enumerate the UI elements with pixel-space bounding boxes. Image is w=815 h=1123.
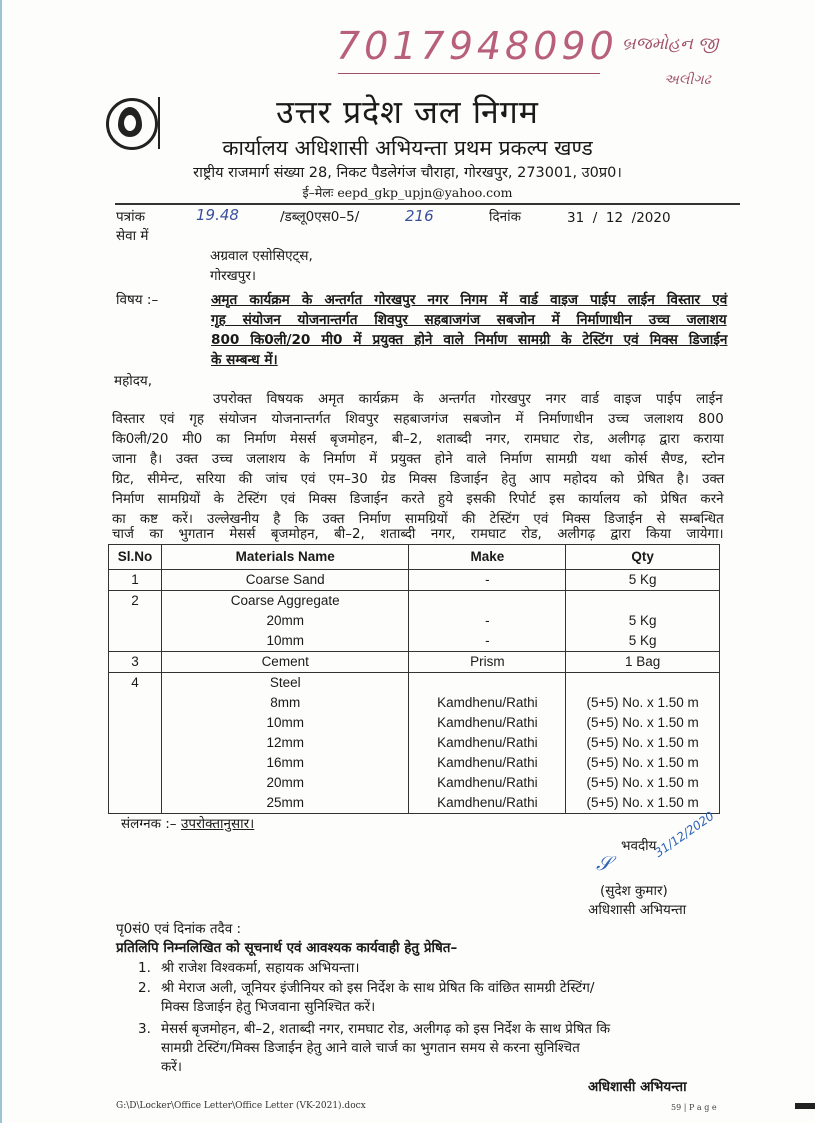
material-make: Kamdhenu/Rathi <box>437 735 538 750</box>
subject-line: के सम्बन्ध में। <box>211 352 278 368</box>
material-name: Coarse Aggregate <box>230 593 340 608</box>
material-qty: 5 Kg <box>628 572 657 587</box>
material-name: 20mm <box>266 775 304 790</box>
seva-mein: सेवा में <box>116 228 149 244</box>
material-qty: (5+5) No. x 1.50 m <box>586 755 699 770</box>
subject-line: अमृत कार्यक्रम के अन्तर्गत गोरखपुर नगर निगम में वार्ड वाइज पाईप लाईन विस्तार एवं <box>211 292 728 308</box>
handwritten-phone: 7017948090 <box>336 24 618 68</box>
subject-line: गृह संयोजन योजनान्तर्गत शिवपुर सहबाजगंज सबजोन में निर्माणाधीन उच्च जलाशय <box>211 312 727 328</box>
copy-designation: अधिशासी अभियन्ता <box>588 1079 687 1095</box>
copy-ref-line: पृ0सं0 एवं दिनांक तदैव : <box>116 921 242 937</box>
cell-make <box>409 570 566 591</box>
signatory-designation: अधिशासी अभियन्ता <box>588 902 687 918</box>
material-name: Cement <box>261 654 309 669</box>
material-name: 20mm <box>266 613 304 628</box>
cell-material <box>161 673 409 814</box>
handwritten-underline <box>338 73 600 74</box>
cell-make <box>409 591 566 652</box>
copy-item-num: 1. <box>138 960 151 976</box>
cell-qty <box>566 570 720 591</box>
recipient-name: अग्रवाल एसोसिएट्स, <box>210 248 313 264</box>
material-make: Kamdhenu/Rathi <box>437 775 538 790</box>
subject-label: विषय :– <box>116 292 159 308</box>
file-path: G:\D\Locker\Office Letter\Office Letter (VK-2021).docx <box>116 1101 366 1111</box>
material-qty <box>566 591 719 611</box>
copy-item-num: 3. <box>138 1021 151 1037</box>
office-email: ई–मेलः eepd_gkp_upjn@yahoo.com <box>302 185 513 200</box>
ref-number: 19.48 <box>196 206 239 224</box>
material-make: - <box>485 633 490 648</box>
ref-label: पत्रांक <box>116 209 145 225</box>
material-make: Kamdhenu/Rathi <box>437 755 538 770</box>
cell-qty <box>566 652 720 673</box>
cell-make <box>409 673 566 814</box>
material-name: Steel <box>269 675 301 690</box>
date-label: दिनांक <box>489 209 522 225</box>
slno-text: 2 <box>131 593 139 608</box>
material-make: Kamdhenu/Rathi <box>437 795 538 810</box>
cell-slno <box>109 591 162 652</box>
office-address: राष्ट्रीय राजमार्ग संख्या 28, निकट पैडलेगंज चौराहा, गोरखपुर, 273001, उ0प्र0। <box>193 165 622 181</box>
handwritten-city: અલીગઢ <box>664 72 711 88</box>
material-name: 12mm <box>266 735 304 750</box>
copy-heading: प्रतिलिपि निम्नलिखित को सूचनार्थ एवं आवश्यक कार्यवाही हेतु प्रेषित– <box>116 940 458 956</box>
body-line: कि0ली/20 मी0 का निर्माण मेसर्स बृजमोहन, बी–2, शताब्दी नगर, रामघाट रोड, अलीगढ़ द्वारा कराया <box>112 432 724 447</box>
material-qty: (5+5) No. x 1.50 m <box>586 775 699 790</box>
table-row <box>109 673 720 814</box>
material-qty: 5 Kg <box>628 613 657 628</box>
enclosure-label: संलग्नक :– <box>121 816 177 832</box>
enclosure-value: उपरोक्तानुसार। <box>181 816 255 832</box>
col-header-qty: Qty <box>566 545 720 570</box>
material-make <box>409 591 565 611</box>
material-make: - <box>485 572 490 587</box>
material-make: Prism <box>470 654 505 669</box>
col-header-slno: Sl.No <box>109 545 162 570</box>
ref-code: /डब्लू0एस0–5/ <box>280 209 360 225</box>
greeting: महोदय, <box>114 373 153 389</box>
cell-slno <box>109 652 162 673</box>
body-line: निर्माण सामग्रियों के टेस्टिंग एवं मिक्स डिजाईन करते हुये इसकी रिपोर्ट इस कार्यालय को प्रेषित करने <box>112 492 724 507</box>
material-qty: (5+5) No. x 1.50 m <box>586 695 699 710</box>
materials-table <box>108 544 720 814</box>
signatory-name: (सुदेश कुमार) <box>600 883 668 899</box>
body-line: का कष्ट करें। उल्लेखनीय है कि उक्त निर्माण सामग्रियों की टेस्टिंग एवं मिक्स डिजाईन से सम्बन्धित <box>112 512 724 527</box>
page-number: 59 | P a g e <box>671 1103 717 1112</box>
cell-material <box>161 652 409 673</box>
table-row <box>109 652 720 673</box>
material-name: 10mm <box>266 715 304 730</box>
letter-date: 31 / 12 /2020 <box>567 210 671 226</box>
material-make: - <box>485 613 490 628</box>
cell-slno <box>109 570 162 591</box>
scan-corner-mark <box>795 1103 815 1109</box>
organization-name: उत्तर प्रदेश जल निगम <box>276 93 539 131</box>
cell-make <box>409 652 566 673</box>
recipient-city: गोरखपुर। <box>210 268 256 284</box>
cell-material <box>161 591 409 652</box>
ref-suffix: 216 <box>405 207 434 225</box>
col-header-make: Make <box>409 545 566 570</box>
closing: भवदीय <box>621 838 657 854</box>
material-qty: 5 Kg <box>628 633 657 648</box>
material-qty <box>566 673 719 693</box>
body-line: चार्ज का भुगतान मेसर्स बृजमोहन, बी–2, शताब्दी नगर, रामघाट रोड, अलीगढ़ द्वारा किया जायेगा। <box>112 527 724 542</box>
material-qty: (5+5) No. x 1.50 m <box>586 735 699 750</box>
slno-text: 3 <box>131 654 139 669</box>
office-name: कार्यालय अधिशासी अभियन्ता प्रथम प्रकल्प खण्ड <box>222 136 593 160</box>
material-qty: 1 Bag <box>625 654 661 669</box>
body-line: जाना है। उक्त उच्च जलाशय के निर्माण में प्रयुक्त होने वाले निर्माण सामग्री यथा कोर्स सैण्ड, स्टोन <box>112 452 725 467</box>
cell-slno <box>109 673 162 814</box>
material-make <box>409 673 565 693</box>
material-name: 10mm <box>266 633 304 648</box>
material-make: Kamdhenu/Rathi <box>437 695 538 710</box>
cell-qty <box>566 591 720 652</box>
table-row <box>109 570 720 591</box>
signature-date: 31/12/2020 <box>651 808 717 860</box>
body-line: ग्रिट, सीमेन्ट, सरिया की जांच एवं एम–30 ग्रेड मिक्स डिजाईन हेतु आप महोदय को प्रेषित है। उक्त <box>112 472 725 487</box>
copy-item-text: मिक्स डिजाईन हेतु भिजवाना सुनिश्चित करें। <box>161 999 376 1015</box>
handwritten-name: બ્રજમોહન જી <box>622 34 719 54</box>
material-name: 25mm <box>266 795 304 810</box>
signature-scribble: 𝒮 <box>596 851 612 875</box>
subject-line: 800 कि0ली/20 मी0 में प्रयुक्त होने वाले निर्माण सामग्री के टेस्टिंग एवं मिक्स डिजाईन <box>211 332 728 348</box>
table-row <box>109 591 720 652</box>
material-qty: (5+5) No. x 1.50 m <box>586 795 699 810</box>
material-name: 16mm <box>266 755 304 770</box>
copy-item-text: करें। <box>161 1059 183 1075</box>
material-name: 8mm <box>270 695 301 710</box>
copy-item-text: श्री राजेश विश्वकर्मा, सहायक अभियन्ता। <box>161 960 360 976</box>
copy-item-num: 2. <box>138 980 151 996</box>
cell-material <box>161 570 409 591</box>
cell-qty <box>566 673 720 814</box>
table-header-row <box>109 545 720 570</box>
copy-item-text: मेसर्स बृजमोहन, बी–2, शताब्दी नगर, रामघाट रोड, अलीगढ़ को इस निर्देश के साथ प्रेषित कि <box>161 1021 611 1037</box>
material-make: Kamdhenu/Rathi <box>437 715 538 730</box>
copy-item-text: श्री मेराज अली, जूनियर इंजीनियर को इस निर्देश के साथ प्रेषित कि वांछित सामग्री टेस्टिंग/ <box>161 980 595 996</box>
body-line: विस्तार एवं गृह संयोजन योजनान्तर्गत शिवपुर सहबाजगंज सबजोन में निर्माणाधीन उच्च जलाशय 800 <box>112 412 724 427</box>
body-line: उपरोक्त विषयक अमृत कार्यक्रम के अन्तर्गत गोरखपुर नगर वार्ड वाइज पाईप लाईन <box>213 392 723 407</box>
material-qty: (5+5) No. x 1.50 m <box>586 715 699 730</box>
header-rule <box>115 203 740 205</box>
slno-text: 4 <box>131 675 139 690</box>
material-name: Coarse Sand <box>245 572 325 587</box>
slno-text: 1 <box>131 572 139 587</box>
copy-item-text: सामग्री टेस्टिंग/मिक्स डिजाईन हेतु आने वाले चार्ज का भुगतान समय से करना सुनिश्चित <box>161 1040 580 1056</box>
col-header-material: Materials Name <box>161 545 409 570</box>
